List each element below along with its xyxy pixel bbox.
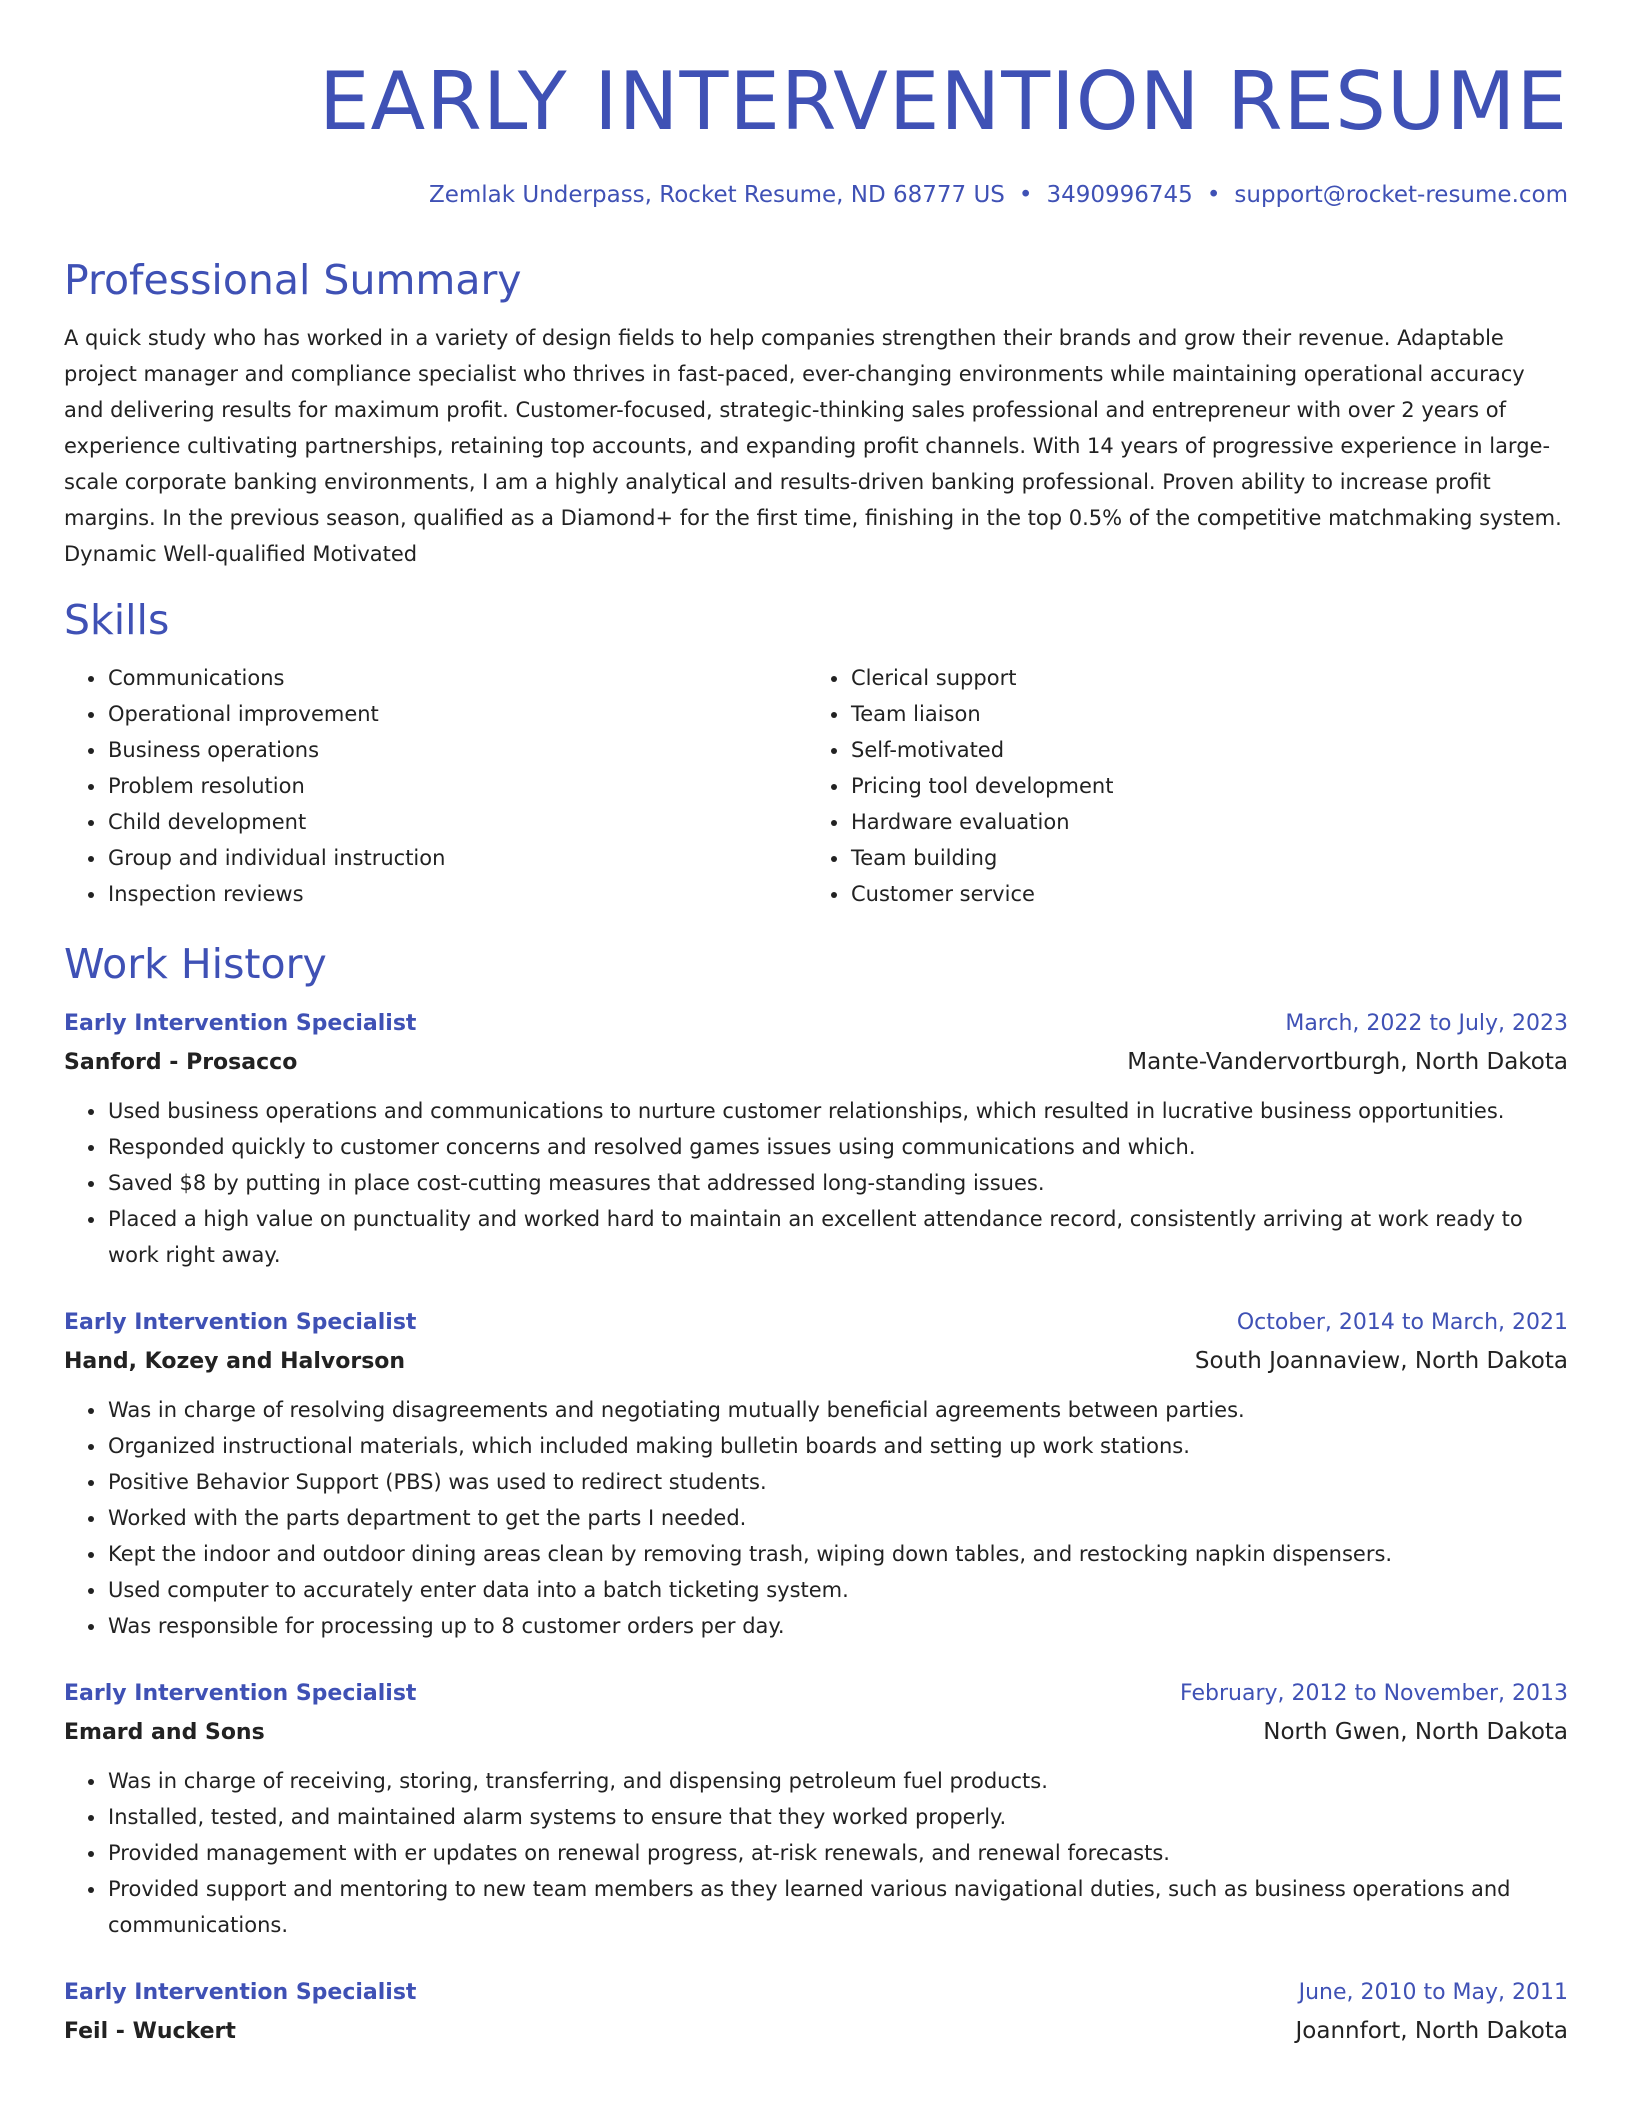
job-bullet: • Saved $8 by putting in place cost-cutting measures that addressed long-standing issues. [107, 1165, 1568, 1201]
skills-list [64, 660, 1568, 912]
job-employer-row [64, 1341, 1568, 1382]
skill-item: • Communications [107, 660, 807, 696]
skill-item: • Team building [850, 840, 1550, 876]
skill-item: • Hardware evaluation [850, 804, 1550, 840]
contact-separator: • [1206, 182, 1221, 208]
job-employer-row [64, 1712, 1568, 1753]
job-bullet: • Kept the indoor and outdoor dining areas clean by removing trash, wiping down tables, and restocking napkin dispensers. [107, 1536, 1568, 1572]
contact-email[interactable]: support@rocket-resume.com [1234, 182, 1568, 208]
skill-item: • Customer service [850, 876, 1550, 912]
job-header-row [64, 1305, 1568, 1341]
job-entry [64, 1676, 1568, 1943]
job-employer: Feil - Wuckert [64, 2019, 236, 2044]
job-bullet: • Worked with the parts department to get the parts I needed. [107, 1500, 1568, 1536]
job-employer-row [64, 1042, 1568, 1083]
summary-heading: Professional Summary [64, 256, 522, 304]
skill-item: • Problem resolution [107, 768, 807, 804]
skills-column-left [64, 660, 807, 912]
job-title: Early Intervention Specialist [64, 1980, 417, 2005]
job-dates: March, 2022 to July, 2023 [1285, 1011, 1568, 1036]
contact-line [64, 178, 1568, 212]
job-header-row [64, 1006, 1568, 1042]
skill-item: • Clerical support [850, 660, 1550, 696]
job-header-row [64, 1975, 1568, 2011]
skill-item: • Child development [107, 804, 807, 840]
job-header-row [64, 1676, 1568, 1712]
skills-column-right [807, 660, 1550, 912]
job-location: Joannfort, North Dakota [1295, 2018, 1568, 2044]
job-title: Early Intervention Specialist [64, 1681, 417, 1706]
job-bullet: • Was in charge of resolving disagreements and negotiating mutually beneficial agreements between parties. [107, 1392, 1568, 1428]
job-bullets [64, 1392, 1568, 1644]
skill-item: • Group and individual instruction [107, 840, 807, 876]
contact-phone: 3490996745 [1046, 182, 1193, 208]
job-dates: October, 2014 to March, 2021 [1236, 1310, 1568, 1335]
job-entry [64, 1975, 1568, 2052]
job-bullet: • Organized instructional materials, which included making bulletin boards and setting up work stations. [107, 1428, 1568, 1464]
job-bullet: • Was responsible for processing up to 8 customer orders per day. [107, 1608, 1568, 1644]
job-dates: February, 2012 to November, 2013 [1180, 1681, 1568, 1706]
skill-item: • Team liaison [850, 696, 1550, 732]
job-entry [64, 1006, 1568, 1273]
job-location: North Gwen, North Dakota [1263, 1719, 1568, 1745]
job-location: South Joannaview, North Dakota [1194, 1348, 1568, 1374]
job-bullets [64, 1763, 1568, 1943]
skill-item: • Operational improvement [107, 696, 807, 732]
work-history-heading: Work History [64, 940, 327, 988]
job-entry [64, 1305, 1568, 1644]
skill-item: • Self-motivated [850, 732, 1550, 768]
job-bullets [64, 1093, 1568, 1273]
job-title: Early Intervention Specialist [64, 1310, 417, 1335]
skill-item: • Business operations [107, 732, 807, 768]
job-bullet: • Provided management with er updates on renewal progress, at-risk renewals, and renewal forecasts. [107, 1835, 1568, 1871]
job-bullet: • Used computer to accurately enter data into a batch ticketing system. [107, 1572, 1568, 1608]
job-employer: Hand, Kozey and Halvorson [64, 1349, 406, 1374]
job-employer: Sanford - Prosacco [64, 1050, 298, 1075]
job-bullet: • Was in charge of receiving, storing, transferring, and dispensing petroleum fuel products. [107, 1763, 1568, 1799]
job-bullet: • Installed, tested, and maintained alarm systems to ensure that they worked properly. [107, 1799, 1568, 1835]
job-bullet: • Placed a high value on punctuality and worked hard to maintain an excellent attendance record, consistently arriving at work ready to work right away. [107, 1201, 1568, 1273]
job-bullet: • Used business operations and communications to nurture customer relationships, which resulted in lucrative business opportunities. [107, 1093, 1568, 1129]
skill-item: • Pricing tool development [850, 768, 1550, 804]
job-bullet: • Provided support and mentoring to new team members as they learned various navigational duties, such as business operations and communications. [107, 1871, 1568, 1943]
job-bullet: • Responded quickly to customer concerns and resolved games issues using communications and which. [107, 1129, 1568, 1165]
job-bullet: • Positive Behavior Support (PBS) was used to redirect students. [107, 1464, 1568, 1500]
resume-title: EARLY INTERVENTION RESUME [318, 55, 1568, 148]
skills-heading: Skills [64, 596, 170, 644]
skill-item: • Inspection reviews [107, 876, 807, 912]
job-employer: Emard and Sons [64, 1720, 265, 1745]
job-dates: June, 2010 to May, 2011 [1298, 1980, 1568, 2005]
job-employer-row [64, 2011, 1568, 2052]
summary-text: A quick study who has worked in a variety of design fields to help companies strengthen their brands and grow their revenue. Adaptable project manager and compliance specialist who thrives in fast-paced, ever-changing environments while maintaining operational accuracy and delivering results for maximum profit. Customer-focused, strategic-thinking sales professional and entrepreneur with over 2 years of experience cultivating partnerships, retaining top accounts, and expanding profit channels. With 14 years of progressive experience in large-scale corporate banking environments, I am a highly analytical and results-driven banking professional. Proven ability to increase profit margins. In the previous season, qualified as a Diamond+ for the first time, finishing in the top 0.5% of the competitive matchmaking system. Dynamic Well-qualified Motivated [64, 326, 1562, 566]
job-location: Mante-Vandervortburgh, North Dakota [1127, 1049, 1568, 1075]
contact-address: Zemlak Underpass, Rocket Resume, ND 68777 US [428, 182, 1005, 208]
contact-separator: • [1018, 182, 1033, 208]
job-title: Early Intervention Specialist [64, 1011, 417, 1036]
